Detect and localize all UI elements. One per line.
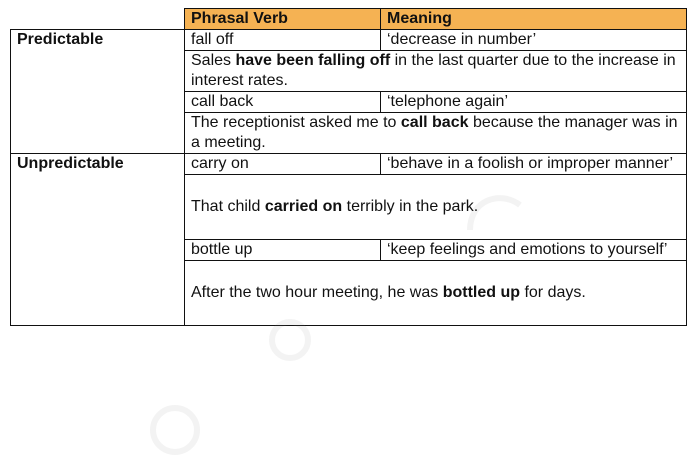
meaning-cell: ‘decrease in number’	[381, 30, 687, 51]
header-blank-cell	[11, 9, 185, 30]
example-highlight: call back	[400, 114, 469, 131]
meaning-cell: ‘keep feelings and emotions to yourself’	[381, 240, 687, 261]
example-highlight: bottled up	[442, 284, 520, 301]
example-text: After the two hour meeting, he was	[191, 284, 443, 301]
phrasal-verb-table	[10, 8, 687, 326]
example-highlight: have been falling off	[235, 52, 391, 69]
example-text: The receptionist asked me to	[191, 114, 401, 131]
phrasal-verb-cell: carry on	[185, 154, 381, 175]
phrasal-verb-cell: bottle up	[185, 240, 381, 261]
example-sentence	[185, 175, 687, 240]
example-sentence	[185, 261, 687, 326]
example-sentence	[185, 51, 687, 92]
example-sentence	[185, 113, 687, 154]
meaning-cell: ‘telephone again’	[381, 92, 687, 113]
phrasal-verb-cell: call back	[185, 92, 381, 113]
example-text: in the last quarter due to the increase in interest rates.	[191, 52, 676, 89]
example-text: That child	[191, 198, 265, 215]
header-row	[11, 9, 687, 30]
meaning-cell: ‘behave in a foolish or improper manner’	[381, 154, 687, 175]
example-highlight: carried on	[264, 198, 343, 215]
category-unpredictable: Unpredictable	[11, 154, 185, 326]
category-predictable: Predictable	[11, 30, 185, 154]
phrasal-verb-cell: fall off	[185, 30, 381, 51]
header-phrasal-verb: Phrasal Verb	[185, 9, 381, 30]
example-text: for days.	[520, 284, 586, 301]
example-text: Sales	[191, 52, 236, 69]
header-meaning: Meaning	[381, 9, 687, 30]
table-row	[11, 154, 687, 175]
example-text: terribly in the park.	[342, 198, 479, 215]
example-text: because the manager was in a meeting.	[191, 114, 678, 151]
table-row	[11, 30, 687, 51]
